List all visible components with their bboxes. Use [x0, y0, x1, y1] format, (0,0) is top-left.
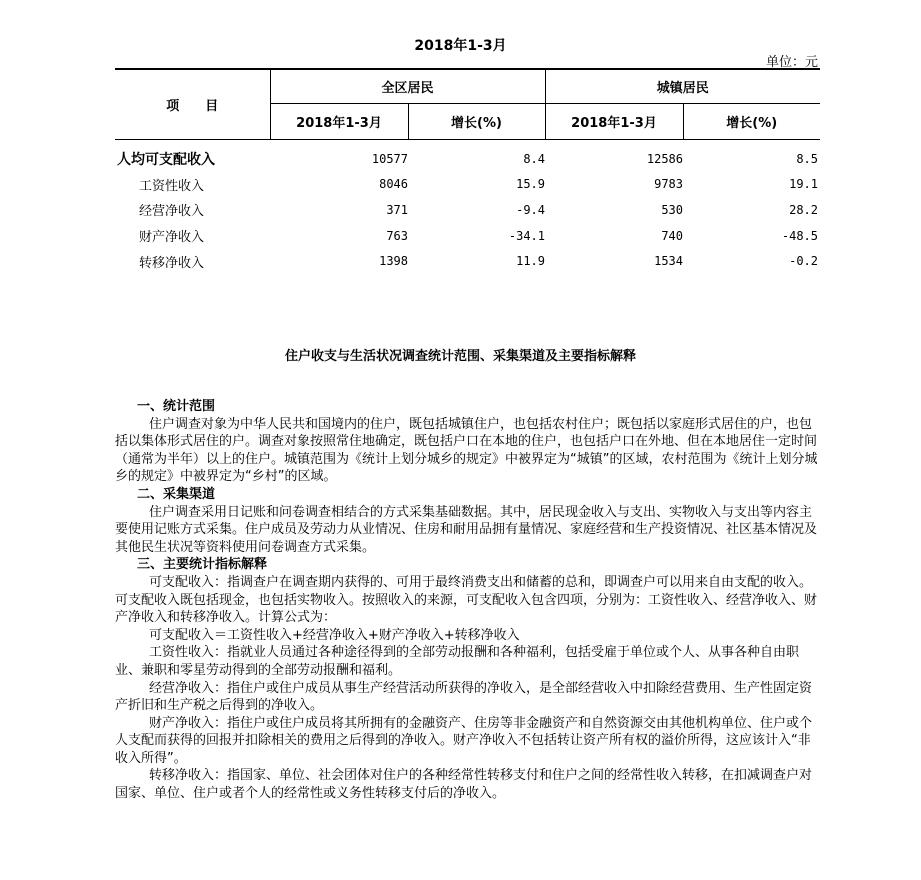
all-growth-cell: 11.9	[516, 254, 545, 269]
col-header-all-growth: 增长(%)	[408, 104, 545, 140]
paragraph-wage-income: 工资性收入：指就业人员通过各种途径得到的全部劳动报酬和各种福利，包括受雇于单位或个人、从事各种自由职业、兼职和零星劳动得到的全部劳动报酬和福利。	[115, 645, 800, 678]
col-header-urban-period: 2018年1-3月	[545, 104, 683, 140]
urban-growth-cell: 19.1	[789, 177, 818, 192]
urban-growth-cell: -0.2	[789, 254, 818, 269]
paragraph-scope: 住户调查对象为中华人民共和国境内的住户，既包括城镇住户，也包括农村住户；既包括以家庭形式居住的户，也包括以集体形式居住的户。调查对象按照常住地确定，既包括户口在本地的住户，也包括户口在外地、但在本地居住一定时间（通常为半年）以上的住户。城镇范围为《统计上划分城乡的规定》中被界定为“城镇”的区域，农村范围为《统计上划分城乡的规定》中被界定为“乡村”的区域。	[115, 416, 818, 485]
table-row	[115, 223, 820, 249]
col-header-all-period: 2018年1-3月	[270, 104, 408, 140]
all-growth-cell: 15.9	[516, 177, 545, 192]
paragraph-property-income: 财产净收入：指住户或住户成员将其所拥有的金融资产、住房等非金融资产和自然资源交由其他机构单位、住户或个人支配而获得的回报并扣除相关的费用之后得到的净收入。财产净收入不包括转让资产所有权的溢价所得，这应该计入“非收入所得”。	[115, 715, 813, 766]
notes-title: 住户收支与生活状况调查统计范围、采集渠道及主要指标解释	[284, 349, 636, 364]
urban-value-cell: 12586	[646, 151, 683, 166]
urban-growth-cell: 28.2	[789, 202, 818, 217]
income-table	[115, 68, 820, 274]
group-header-urban-residents: 城镇居民	[545, 69, 820, 104]
formula: 可支配收入＝工资性收入+经营净收入+财产净收入+转移净收入	[149, 627, 520, 643]
urban-growth-cell: -48.5	[781, 228, 818, 243]
table-row	[115, 172, 820, 198]
all-growth-cell: -34.1	[508, 228, 545, 243]
table-row	[115, 140, 820, 172]
row-label: 经营净收入	[139, 204, 205, 220]
all-value-cell: 10577	[371, 151, 408, 166]
urban-value-cell: 1534	[654, 254, 683, 269]
row-label: 人均可支配收入	[117, 151, 215, 168]
urban-value-cell: 530	[661, 202, 683, 217]
paragraph-collection: 住户调查采用日记账和问卷调查相结合的方式采集基础数据。其中，居民现金收入与支出、实物收入与支出等内容主要使用记账方式采集。住户成员及劳动力从业情况、住房和耐用品拥有量情况、家庭经营和生产投资情况、社区基本情况及其他民生状况等资料使用问卷调查方式采集。	[115, 504, 818, 555]
paragraph-business-income: 经营净收入：指住户或住户成员从事生产经营活动所获得的净收入，是全部经营收入中扣除经营费用、生产性固定资产折旧和生产税之后得到的净收入。	[115, 680, 813, 714]
row-label: 财产净收入	[139, 230, 205, 246]
notes-body	[115, 398, 820, 803]
table-row	[115, 197, 820, 223]
all-value-cell: 8046	[379, 177, 408, 192]
row-label: 转移净收入	[139, 255, 205, 271]
row-label: 工资性收入	[139, 178, 205, 194]
urban-growth-cell: 8.5	[796, 151, 818, 166]
all-value-cell: 763	[386, 228, 408, 243]
table-row	[115, 248, 820, 274]
urban-value-cell: 9783	[654, 177, 683, 192]
col-header-urban-growth: 增长(%)	[683, 104, 820, 140]
section-heading-scope: 一、统计范围	[137, 399, 216, 414]
item-column-header: 项 目	[115, 69, 270, 140]
unit-label: 单位：元	[765, 55, 818, 70]
group-header-all-residents: 全区居民	[270, 69, 545, 104]
report-period-title: 2018年1-3月	[414, 38, 507, 54]
all-value-cell: 1398	[379, 254, 408, 269]
section-heading-collection: 二、采集渠道	[137, 486, 216, 502]
all-growth-cell: -9.4	[516, 202, 545, 217]
all-value-cell: 371	[386, 202, 408, 217]
paragraph-disposable-income: 可支配收入：指调查户在调查期内获得的、可用于最终消费支出和储蓄的总和，即调查户可以用来自由支配的收入。可支配收入既包括现金，也包括实物收入。按照收入的来源，可支配收入包含四项，分别为：工资性收入、经营净收入、财产净收入和转移净收入。计算公式为：	[115, 574, 818, 626]
paragraph-transfer-income: 转移净收入：指国家、单位、社会团体对住户的各种经常性转移支付和住户之间的经常性收入转移，在扣减调查户对国家、单位、住户或者个人的经常性或义务性转移支付后的净收入。	[115, 768, 813, 802]
all-growth-cell: 8.4	[523, 151, 545, 166]
section-heading-indicators: 三、主要统计指标解释	[137, 557, 268, 573]
urban-value-cell: 740	[661, 228, 683, 243]
